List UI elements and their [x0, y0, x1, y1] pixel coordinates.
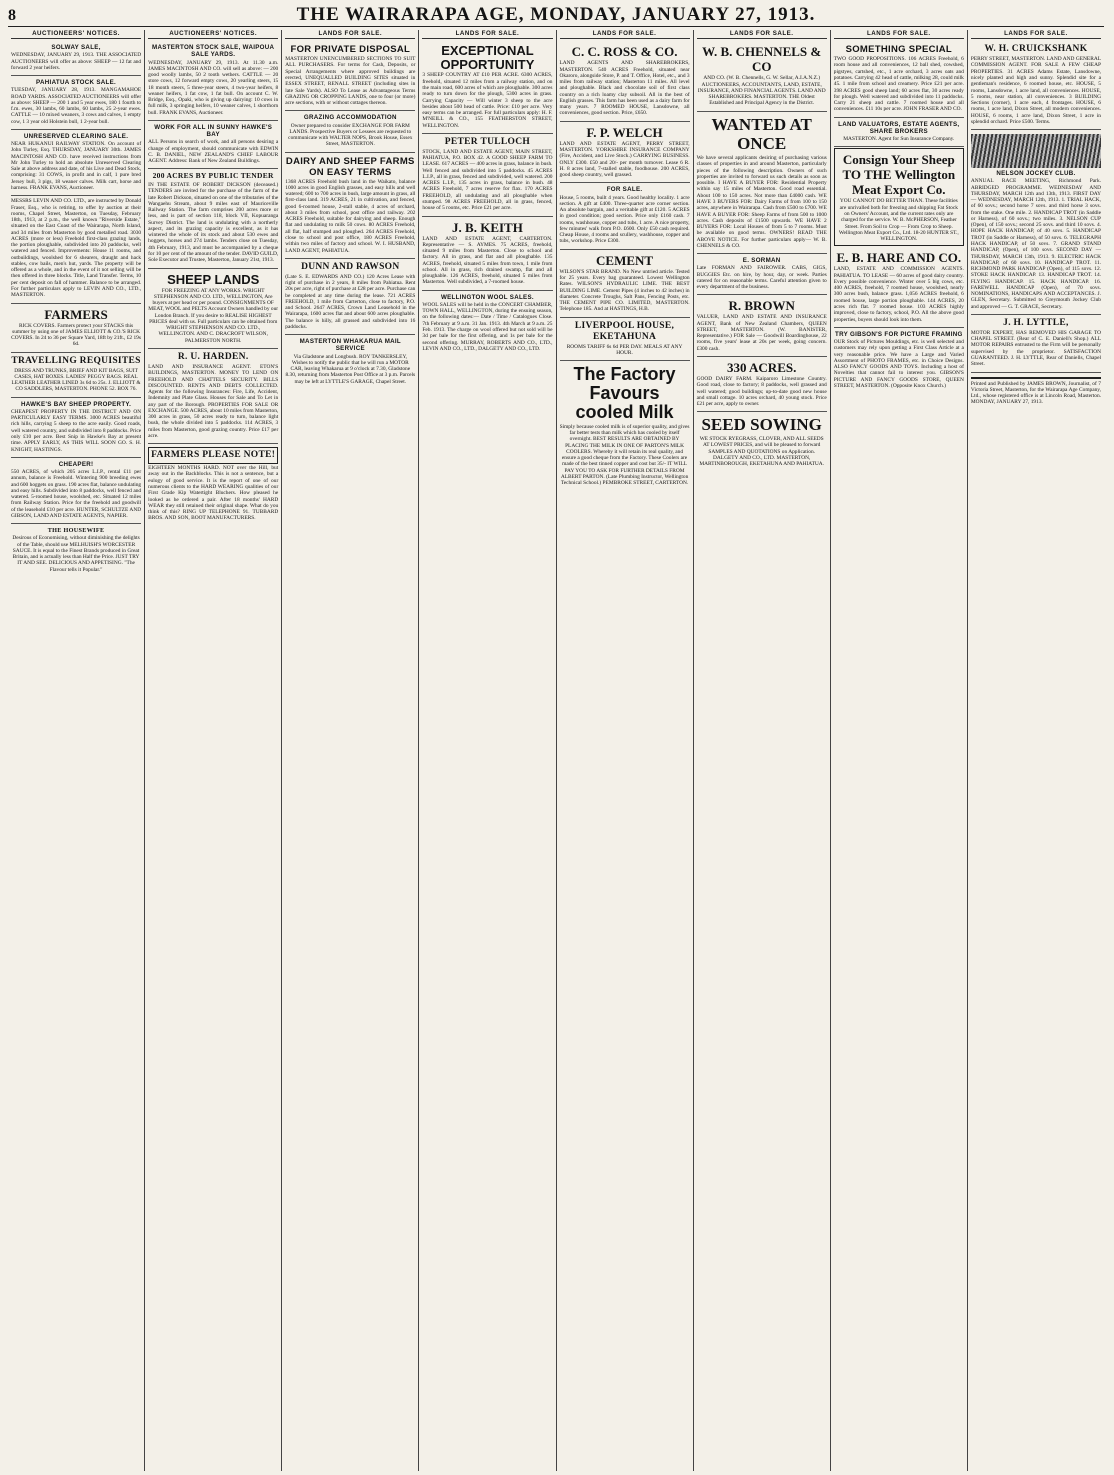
ad-dickson-tender	[148, 169, 278, 268]
ad-title: NELSON JOCKEY CLUB.	[996, 170, 1076, 178]
column-4	[418, 30, 555, 1471]
ad-title: R. BROWN	[728, 298, 795, 314]
ad-body: DRESS AND TRUNKS, BRIEF AND KIT BAGS, SUIT CASES, HAT BOXES. LADIES' PEGGY BAGS. REAL LEATHER LEATHER LINED 3s 6d to 25s. J. ELLIOTT & CO SADDLERS, MASTERTON. PHONE 52. BOX 76.	[11, 367, 141, 393]
ad-grazing-accommodation	[285, 111, 415, 152]
ad-body: Owner prepared to consider EXCHANGE FOR FARM LANDS. Prospective Buyers or Lessees are requested to communicate with WALTER NOPS, Brook House, Essex Street, MASTERTON.	[288, 122, 413, 148]
ad-title: LIVERPOOL HOUSE, EKETAHUNA	[574, 320, 675, 342]
ad-farmers-please-note	[148, 444, 278, 525]
ad-title: 200 ACRES BY PUBLIC TENDER	[152, 171, 274, 181]
ad-body: MASTERTON UNENCUMBERED SECTIONS TO SUIT ALL PURCHASERS. For terms for Cash, Deposits, or Special Arrangements where approved buildings are erected, UNEQUALLED BUILDING SITES situated in ESSEX STREET, RENALL STREET (including sites in late Sale Yards). ALSO To Lease as Advantageous Terms GRAZING OR CROPPING LANDS, one to four (or more) acre sections, with or without cottages thereon.	[285, 56, 416, 107]
ad-body: ANNUAL RACE MEETING, Richmond Park. ABRIDGED PROGRAMME. WEDNESDAY AND THURSDAY, MARCH 12th and 13th, 1913. FIRST DAY — WEDNESDAY, MARCH 12th, 1913. 1. TRIAL HACK, of 60 sovs.; second horse 7 sovs. and third horse 3 sovs. from the stake. One mile. 2. HANDICAP TROT (in Saddle or Harness), of 60 sovs.; two miles. 3. NELSON CUP (Open), of 150 sovs.; second 25 sovs. and third 10 sovs. 4. HOPE HACK HANDICAP, of 40 sovs. 5. HANDICAP TROT (in Saddle or Harness), of 50 sovs. 6. TELEGRAPH HACK HANDICAP, of 50 sovs. 7. GRAND STAND HANDICAP, (Open), of 100 sovs. SECOND DAY — THURSDAY, MARCH 13th, 1913. 9. ELECTRIC HACK HANDICAP, of 60 sovs. 10. HANDICAP TROT. 11. RICHMOND PARK HANDICAP (Open), of 115 sovs. 12. STOKE HACK HANDICAP. 13. HANDICAP TROT. 14. FLYING HANDICAP. 15. HACK HANDICAP. 16. FAREWELL HANDICAP (Open), of 70 sovs. NOMINATIONS, HANDICAPS AND ACCEPTANCES. J. GLEN, Secretary. Submitted to Greymouth Jockey Club and approved — G. T. GRACE, Secretary.	[970, 178, 1101, 310]
ad-private-disposal	[285, 41, 415, 111]
ad-title: SOLWAY SALE,	[51, 44, 101, 52]
column-5	[556, 30, 693, 1471]
ad-body: 3 SHEEP COUNTRY AT £10 PER ACRE. 6300 ACRES, freehold, situated 12 miles from a railway station, and on the main road, 600 acres of which are ploughable. 300 acres ready to turn down for the plough, 5300 acres in grass. Carrying Capacity — Will winter 3 sheep to the acre besides about 500 head of cattle. Price: £10 per acre. Very easy terms can be arranged. For full particulars apply: H. F. M'NEILL & CO., 155 FEATHERSTON STREET, WELLINGTON.	[422, 72, 553, 129]
ad-body: TUESDAY, JANUARY 28, 1913. MANGAMAHOE ROAD YARDS. ASSOCIATED AUCTIONEERS will offer as above: SHEEP — 200 1 and 5 year ewes, 180 1 fourth to f.m. ewes, 30 lambs, 60 lambs, 60 lambs, 25 2-year ewes. CATTLE — 10 mixed weaners, 3 cows and calves, 1 empty cow, 1 3 year old Holstein bull, 1 2-year bull.	[11, 87, 142, 125]
ad-e-sorman	[697, 254, 827, 295]
ad-title: F. P. WELCH	[586, 124, 663, 140]
ad-title: FARMERS PLEASE NOTE!	[148, 447, 278, 464]
ad-title: PETER TULLOCH	[444, 136, 531, 147]
ad-solway-sale	[11, 41, 141, 76]
ad-body: Via Gladstone and Longbush. ROY TANKERSLEY, Wishes to notify the public that he will run a MOTOR CAR, leaving Whakarua at 9 o'clock at 7.30, Gladstone 8.30, returning from Masterton Post Office at 3 p.m. Parcels may be left at LYTTLE'S GARAGE, Chapel Street.	[285, 353, 416, 385]
ad-title: FARMERS	[44, 306, 108, 322]
ad-title: GRAZING ACCOMMODATION	[303, 114, 397, 122]
ad-dairy-sheep-farms	[285, 153, 415, 259]
ad-title: C. C. ROSS & CO.	[571, 44, 678, 60]
ad-title: E. SORMAN	[742, 257, 781, 265]
ad-title: FOR SALE.	[606, 186, 643, 194]
ad-land-valuators	[834, 118, 964, 148]
column-heading: LANDS FOR SALE.	[285, 30, 415, 39]
ad-body: 550 ACRES, of which 205 acres L.I.P., rental £11 per annum, balance is Freehold. Wintering 900 breeding ewes and 600 hoggets on grass. 190 acres flat, balance undulating and easy hills. Subdivided into 8 paddocks, well fenced and watered. 5-roomed house, woolshed, etc. Situated 12 miles from Railway Station. Price for the freehold and goodwill of the leasehold £10 per acre. HUNTER, SCHULTZE AND GIBSON, LAND AND ESTATE AGENTS, NAPIER.	[11, 468, 142, 519]
ad-parton-milk-coolers	[560, 361, 690, 490]
ad-title: J. H. LYTTLE,	[1003, 317, 1069, 328]
ad-body: LAND AND ESTATE AGENT, CARTERTON. Representative — S. AYMES. 75 ACRES, freehold, situated 9 miles from Masterton. Close to school and factory. All in grass, and flat and all ploughable. 135 ACRES, freehold, situated 5 miles from town, 1 mile from school. All in grass, rich drained swamp, flat and all ploughable. 126 ACRES, freehold, situated 5 miles from Masterton. Well subdivided, a 7-roomed house.	[422, 235, 553, 286]
ad-body: AND CO. (W. B. Chennells, G. W. Sellar, A.I.A.N.Z.) AUCTIONEERS, ACCOUNTANTS, LAND, ESTATE, INSURANCE, AND FINANCIAL AGENTS. LAND AND SHAREBROKERS. MASTERTON. THE Oldest Established and Principal Agency in the District.	[697, 75, 826, 107]
ad-title: W. B. CHENNELS & CO	[702, 44, 822, 75]
column-heading: LANDS FOR SALE.	[697, 30, 827, 39]
ad-body: VALUER, LAND AND ESTATE AND INSURANCE AGENT, Bank of New Zealand Chambers, QUEEN STREET, MASTERTON. (W. BANISTER, Representative.) FOR Sale — Goodwill Boardinghouse, 22 rooms, five years' lease at 20s per week, going concern. £300 cash.	[696, 314, 827, 352]
ad-body: Simply because cooled milk is of superior quality, and gives far better tests than milk which has cooled by itself overnight. BEST RESULTS ARE OBTAINED BY PLACING THE MILK IN ONE OF PARTON'S MILK COOLERS. Whereby it will retain its real quality, and ensure a good cheque from the Factory. These Coolers are made of the best tinned copper and cost but 35/- IT WILL PAY YOU TO ASK FOR FURTHER DETAILS FROM ALBERT PARTON. (Late Plumbing Instructor, Wellington Technical School.) PEMBROKE STREET, CARTERTON.	[559, 423, 690, 487]
ad-body: We have several applicants desiring of purchasing various classes of properties in and around Masterton, particularly pieces of the following description. Owners of such properties are invited to forward us such details as soon as possible. I HAVE A BUYER FOR: Residential Property within say 15 miles of Masterton. Good road essential. About 100 to 150 acres. Not more than £4000 cash. WE HAVE 3 BUYERS FOR: Dairy Farms of from 100 to 150 acres, anywhere in Wairarapa. Cash from £500 to £700. WE HAVE A BUYER FOR: Sheep Farms of from 500 to 1000 acres. Cash deposits of £1500 upwards. WE HAVE 2 BUYERS FOR: Local Houses of from 5 to 7 rooms. Must be available on good terms. OWNERS! READ THE ABOVE NOTICE. For further particulars apply— W. B. CHENNELS & CO.	[696, 155, 827, 249]
ad-body: (Late S. E. EDWARDS AND CO.) 120 Acres Lease with right of purchase in 2 years, 8 miles from Pahiatua. Rent 20s per acre, right of purchase at £28 per acre. Purchase can be completed at any time during the lease. 721 ACRES FREEHOLD, 1 mile from Carterton, close to factory, P.O. and School. 2647 ACRES, Crown Land Leasehold in the Wairarapa, 1600 acres flat and about 600 acres ploughable. The balance is hilly, all grassed and subdivided into 16 paddocks.	[285, 273, 416, 330]
ad-title: LAND VALUATORS, ESTATE AGENTS, SHARE BROKERS	[838, 120, 960, 135]
ad-r-brown	[697, 295, 827, 357]
ad-riverside-estate	[11, 196, 141, 303]
ad-body: STOCK, LAND AND ESTATE AGENT, MAIN STREET, PAHIATUA, P.O. BOX 42. A GOOD SHEEP FARM TO LEASE. 617 ACRES — 400 acres in grass, balance in bush. Well fenced and subdivided into 5 paddocks. 45 ACRES L.I.P., all in grass, fenced and subdivided, well watered. 200 ACRES L.I.P., 135 acres in grass, balance in bush. 48 ACRES Freehold, 7 acres reserve for flax. 170 ACRES FREEHOLD, all undulating and all ploughable when stumped. 98 ACRES FREEHOLD, all in grass, fenced, house of 5 rooms, etc. Price £21 per acre.	[422, 148, 553, 212]
ad-eb-hare	[834, 247, 964, 327]
ad-work-hawkes-bay	[148, 121, 278, 169]
ad-body: IN THE ESTATE OF ROBERT DICKSON (deceased.) TENDERS are invited for the purchase of the farm of the late Robert Dickson, situated on one of the tributaries of the Wangaehu Stream, about 9 miles east of Mauriceville Railway Station. The farm comprises 200 acres more or less, and is part of section 118, block VII, Kopuaranga Survey District. The land is undulating with a northerly aspect, and its grazing capacity is excellent, as it has wintered the whole of its stock and about 530 ewes and hoggets, horses and 274 lambs. Tenders close on Tuesday, 4th February, 1913, and must be accompanied by a cheque for 10 per cent of the amount of the tender. DAVID GUILD, Sole Executor and Trustee, Masterton, January 21st, 1913.	[148, 182, 279, 264]
ad-body: YOU CANNOT DO BETTER THAN. These facilities are unrivalled both for freezing and shipping Fat Stock on Owners' Account, and the current rates only are charged for the service. W. B. McPHERSON, Feather Street. From Soil to Crop — From Crop to Sheep. Wellington Meat Export Co., Ltd. 18-20 HUNTER ST., WELLINGTON.	[838, 198, 959, 243]
ad-body: FOR FREEZING AT ANY WORKS. WRIGHT STEPHENSON AND CO. LTD., WELLINGTON, Are buyers at per head or per pound. CONSIGNMENTS OF MEAT, WOOL and PELTS Account Owners handled by our London Branch. If you desire to REALISE HIGHEST PRICES deal with us. Full particulars can be obtained from WRIGHT STEPHENSON AND CO. LTD., WELLINGTON. AND C. DRACROFT WILSON, PALMERSTON NORTH.	[148, 287, 279, 344]
ad-title: FOR PRIVATE DISPOSAL	[290, 44, 411, 56]
column-7	[830, 30, 967, 1471]
ad-title: MASTERTON STOCK SALE, WAIPOUA SALE YARDS.	[152, 44, 275, 59]
ad-title: TRY GIBSON'S FOR PICTURE FRAMING	[835, 330, 963, 338]
ad-pahiatua-stock-sale	[11, 76, 141, 130]
ad-title: E. B. HARE AND CO.	[836, 250, 962, 266]
ad-wellington-meat-export	[834, 148, 964, 246]
ad-body: MASTERTON. Agent for Sun Insurance Company.	[843, 135, 955, 142]
ad-title: W. H. CRUICKSHANK	[984, 44, 1088, 55]
ad-sheep-lands	[148, 269, 278, 349]
ad-title: WELLINGTON WOOL SALES.	[440, 293, 534, 301]
ad-body: TWO GOOD PROPOSITIONS. 106 ACRES Freehold, 6 room house and all conveniences, 12 ball shed, cowshed, pigstyes, cartshed, etc., 1 acre orchard, 3 acres oats and potatoes. Carrying 42 head of cattle, milking 28, could milk 45. 1 mile from school and creamery. Price £21 per acre. 398 ACRES good sheep land; 60 acres flat, 30 acres ready for plough. Well watered and subdivided into 11 paddocks. Carry 21 sheep and cattle. 7 roomed house and all conveniences. £11 10s per acre. JOHN FRASER AND CO.	[833, 56, 964, 113]
ad-body: House, 5 rooms, built 4 years. Good healthy locality. 1 acre section. A gift at £400. Three-quarter acre corner section. An absolute bargain, and a veritable gift at £120. 5 ACRES in good condition; good section. Price only £160 cash. 7 rooms, washhouse, copper and tubs, 1 acre. A nice property, few minutes' walk from P.O. £600. Only £50 cash required. Cheap House, 4 rooms and scullery, washhouse, copper and tubs, workshop. Price £300.	[559, 194, 690, 245]
column-8	[967, 30, 1104, 1471]
ad-body: LAND AND ESTATE AGENT, PERRY STREET, MASTERTON. YORKSHIRE INSURANCE COMPANY (Fire, Accident, and Live Stock.) CARRYING BUSINESS. ONLY £300. £50 and 20/- per month turnover. Lease 6 R. H. 8 acres land, 7-stalled stable, foodhouse. 200 ACRES, good sheep country, well grassed.	[559, 140, 690, 179]
ad-body: OUR Stock of Pictures Mouldings, etc. is well selected and customers may rely upon getting a First Class Article at a very reasonable price. We have a Large and Varied Assortment of PHOTO FRAMES, etc. in Choice Designs. ALSO FANCY GOODS AND TOYS. Including a host of Novelties that cannot fail to interest you. GIBSON'S PICTURE AND FANCY GOODS STORE, QUEEN STREET, MASTERTON. (Opposite Knox Church.)	[833, 338, 964, 389]
ad-title: WANTED AT ONCE	[711, 114, 812, 154]
ad-title: 330 ACRES.	[727, 360, 797, 376]
ad-fp-welch	[560, 122, 690, 184]
ad-cheaper	[11, 458, 141, 524]
ad-body: MOTOR EXPERT, HAS REMOVED HIS GARAGE TO CHAPEL STREET. (Rear of C. E. Daniell's Shop.) ALL MOTOR REPAIRS entrusted to the Firm will be personally supervised by the proprietor. SATISFACTION GUARANTEED. J. H. LYTTLE, Rear of Daniells, Chapel Street.	[970, 329, 1101, 368]
ad-title: DAIRY AND SHEEP FARMS ON EASY TERMS	[285, 155, 415, 178]
ad-jh-lyttle	[971, 315, 1101, 373]
column-heading: AUCTIONEERS' NOTICES.	[148, 30, 278, 39]
columns	[8, 30, 1104, 1471]
ad-wanted-at-once	[697, 112, 827, 254]
ad-title: CHEAPER!	[58, 460, 94, 468]
ad-title: MASTERTON WHAKARUA MAIL SERVICE	[299, 338, 402, 353]
ad-body: WEDNESDAY, JANUARY 29, 1913. At 11.30 a.m. JAMES MACINTOSH AND CO. will sell as above: — 200 good woolly lambs, 50 2 tooth wethers. CATTLE — 20 store cows, 12 forward empty cows, 20 yearling steers, 15 18 month steers, 5 three-year steers, 4 two-year heifers, 8 weaner heifers, 1 fat cow, 1 fat bull. On account C. W. Bridge, Esq., Opaki, who is giving up dairying: 10 cows in full milk, 3 springing heifers, 10 weaner calves, 1 shorthorn bull. FRANK EVANS, Auctioneer.	[148, 59, 279, 116]
column-heading: LANDS FOR SALE.	[834, 30, 964, 39]
column-1	[8, 30, 144, 1471]
ad-body: LAND AGENTS AND SHAREBROKERS, MASTERTON. 540 ACRES Freehold, situated near Okaroro, alongside Store, P. and T. Office, Hotel, etc., and 3 miles from railway station; Masterton 11 miles. All level and ploughable. Black and chocolate soil of first class country on a rich loamy clay subsoil. All in the best of English grasses. This farm has been used as a dairy farm for many years. 7 ROOMED HOUSE, Lansdowne, all conveniences, good section. Price, £650.	[559, 60, 690, 117]
ad-title: EXCEPTIONAL OPPORTUNITY	[440, 43, 535, 72]
ad-title: J. B. KEITH	[452, 219, 523, 235]
ad-farmers-rick-covers	[11, 304, 141, 353]
ad-body: GOOD DAIRY FARM. Kaiparoro Limestone Country. Good road, close to factory; 8 paddocks, well grassed and well watered; good buildings; up-to-date good new house and small cottage. 10 acres orchard, 40 young stock. Price £21 per acre, apply to owner.	[696, 376, 827, 408]
ad-for-sale	[560, 183, 690, 249]
ad-body: Late FORMAN AND FAIROWER. CABS, GIGS, BUGGIES Etc. on hire, by hour, day, or week. Parties catered for on reasonable terms. Careful attention given to every department of the business.	[696, 265, 827, 291]
ad-wool-sales	[422, 291, 552, 356]
ad-jb-keith	[422, 217, 552, 291]
ad-cement	[560, 250, 690, 318]
ad-title: THE HOUSEWIFE	[47, 527, 105, 535]
ad-body: 1368 ACRES Freehold bush land in the Waikato, balance 1000 acres in good English grasses, and easy hills and well watered; 600 to 700 acres in bush, large amount in grass, all first-class land. 319 ACRES, 21 in cultivation, and fenced, good 6-roomed house, 2-stall stable, 4 acres of orchard, about 3 miles from school, post office and railway. 202 ACRES Freehold, suitable for dairying and sheep. Enough flat and undulating to milk 50 cows. 80 ACRES Freehold, all flat, half stumped and ploughed. 264 ACRES Freehold, close to school and post office, 180 ACRES Freehold, within two miles of factory and school. W. I. HUSBAND, LAND AGENT, PAHIATUA.	[285, 178, 416, 254]
horse-race-illustration	[971, 134, 1101, 168]
ad-title: TRAVELLING REQUISITES	[11, 355, 141, 366]
ad-melhuish-sauce	[11, 524, 141, 577]
ad-exceptional-opportunity	[422, 41, 552, 134]
ad-masterton-stock-sale	[148, 41, 278, 121]
ad-title: SEED SOWING	[701, 415, 822, 435]
ad-gibsons-framing	[834, 328, 964, 393]
page-number: 8	[8, 7, 16, 24]
ad-title: R. U. HARDEN.	[177, 352, 249, 362]
ad-title: PAHIATUA STOCK SALE.	[36, 79, 117, 87]
ad-clearing-sale	[11, 130, 141, 196]
ad-body: Printed and Published by JAMES BROWN, Journalist, of 7 Victoria Street, Masterton, for the Wairarapa Age Company, Ltd., whose registered office is at Lincoln Road, Masterton. MONDAY, JANUARY 27, 1913.	[970, 380, 1101, 406]
ad-title: UNRESERVED CLEARING SALE.	[23, 132, 129, 140]
ad-body: WILSON'S STAR BRAND. No New untried article. Tested for 25 years. Every bag guaranteed. Lowest Wellington Rates. WILSON'S HYDRAULIC LIME. THE BEST BUILDING LIME. Cement Pipes (4 inches to 42 inches) in diameter. Concrete Troughs, Salt Pans, Fencing Posts, etc. THE CEMENT PIPE CO. LIMITED, MASTERTON. Telephone 185. And at HASTINGS, H.B.	[559, 268, 690, 313]
ad-body: Desirous of Economising, without diminishing the delights of the Table, should use MELHUISH'S WORCESTER SAUCE. It is equal to the Finest Brands produced in Great Britain, and is actually less than Half the Price. JUST TRY IT AND SEE. DELICIOUS AND APPETISING. "The Flavour tells it Popular."	[12, 535, 140, 573]
ad-mail-service	[285, 335, 415, 389]
ad-body: WEDNESDAY, JANUARY 29, 1913. THE ASSOCIATED AUCTIONEERS will offer as above: SHEEP — 12 fat and forward 2 year heifers.	[11, 52, 142, 71]
ad-ru-harden	[148, 349, 278, 444]
divider	[971, 377, 1101, 379]
ad-body: WE STOCK RYEGRASS, CLOVER, AND ALL SEEDS AT LOWEST PRICES, and will be pleased to forward SAMPLES AND QUOTATIONS on Application. DALGETY AND CO., LTD. MASTERTON, MARTINBOROUGH, EKETAHUNA AND PAHIATUA.	[699, 436, 825, 468]
column-heading: AUCTIONEERS' NOTICES.	[11, 30, 141, 39]
ad-title: WORK FOR ALL IN SUNNY HAWKE'S BAY	[154, 123, 273, 139]
ad-body: ROOMS TARIFF 6s 6d PER DAY. MEALS AT ANY HOUR.	[566, 343, 683, 356]
ad-nelson-jockey-club	[971, 130, 1101, 315]
masthead	[8, 4, 1104, 27]
ad-travelling-requisites	[11, 353, 141, 398]
ad-title: SOMETHING SPECIAL	[845, 44, 953, 56]
ad-hawkes-bay-sheep	[11, 398, 141, 458]
ad-body: LAND AND INSURANCE AGENT. ETON'S BUILDINGS, MASTERTON. MONEY TO LEND ON FREEHOLD AND CHATTELS SECURITY. BILLS DISCOUNTED. RENTS AND DEBTS COLLECTED. Agents for the following Insurances: Fire, Life, Accident, Indemnity and Plate Glass. Houses for Sale and To Let in any part of the Borough. PROPERTIES FOR SALE OR EXCHANGE. 500 ACRES, about 10 miles from Masterton, 300 acres in grass, 50 acres ready to turn, balance light bush, the whole divided into 5 paddocks. 114 ACRES, 3 miles from Masterton, good grazing country. Price £17 per acre.	[148, 364, 279, 439]
ad-title: SHEEP LANDS	[167, 271, 260, 287]
ad-title: DUNN AND RAWSON	[301, 261, 400, 272]
imprint	[971, 373, 1101, 410]
ad-title: Consign Your Sheep TO THE Wellington Meat Export Co.	[842, 152, 956, 198]
column-3	[281, 30, 418, 1471]
ad-dunn-rawson	[285, 259, 415, 335]
ad-body: ALL Persons in search of work, and all persons desiring a change of employment, should communicate with EDWIN C. B. DANIEL, NEW ZEALAND'S CHIEF LABOUR AGENT. Address: Bank of New Zealand Buildings.	[148, 139, 279, 165]
page-title: THE WAIRARAPA AGE, MONDAY, JANUARY 27, 1913.	[296, 4, 816, 25]
column-heading: LANDS FOR SALE.	[422, 30, 552, 39]
ad-liverpool-house	[560, 318, 690, 362]
column-2	[144, 30, 281, 1471]
ad-body: RICK COVERS. Farmers protect your STACKS this summer by using one of JAMES ELLIOTT & CO.'S RICK COVERS. In 24 to 36 per Square Yard, 18ft by 21ft., £2 19s 6d.	[11, 322, 141, 348]
ad-body: WOOL SALES will be held in the CONCERT CHAMBER, TOWN HALL, WELLINGTON, during the ensuing season, on the following dates:— Date / Time / Catalogues Close. 7th February at 9 a.m. 31 Jan. 1913. 4th March at 9 a.m. 25 Feb. 1913. The charge on wool offered but not sold will be 3d per bale for the first offering, and 1s per bale for the second offering. MURRAY, ROBERTS AND CO., LTD., LEVIN AND CO., LTD., DALGETY AND CO., LTD.	[422, 301, 553, 352]
ad-cc-ross	[560, 41, 690, 121]
ad-body: LAND, ESTATE AND COMMISSION AGENTS. PAHIATUA. TO LEASE — 60 acres of good dairy country. Every possible convenience. Winter over 5 big cows, etc. 400 ACRES, freehold, 7 roomed house, woolshed, nearly 300 acres bush, balance grass. 1,056 ACRES freehold, 6 roomed house, large portion ploughable. 144 ACRES, 20 acres rich flat. 7 roomed house. 103 ACRES highly improved, close to factory, school, P.O. All the above good properties, buyers should look into them.	[833, 266, 964, 323]
column-heading: LANDS FOR SALE.	[971, 30, 1101, 39]
ad-title: CEMENT	[596, 252, 654, 268]
ad-wb-chennells	[697, 41, 827, 111]
ad-330-acres	[697, 357, 827, 412]
ad-body: NEAR HUKANUI RAILWAY STATION. On account of John Turley, Esq. THURSDAY, JANUARY 30th. JAMES MACINTOSH AND CO. have received instructions from Mr John Turley to hold an absolute Unreserved Clearing Sale at above address and date, of his Live and Dead Stock, comprising: 31 COWS, in profit and in calf, 1 pure bred Jersey bull, 3 pigs, 18 weaner calves. Milk cart, horse and harness. FRANK EVANS, Auctioneer.	[11, 141, 142, 191]
ad-body: CHEAPEST PROPERTY IN THE DISTRICT AND ON PARTICULARLY EASY TERMS. 3000 ACRES beautiful rich hills, carrying 5 sheep to the acre easily. Good roads, well watered country, and subdivided into 8 paddocks. Price only £10 per acre. Best Snip in Hawke's Bay at present time. APPLY EARLY, AS THIS WILL SOON GO. S. H. KNIGHT, HASTINGS.	[11, 408, 142, 453]
column-6	[693, 30, 830, 1471]
ad-seed-sowing	[697, 412, 827, 471]
ad-title: HAWKE'S BAY SHEEP PROPERTY.	[20, 400, 132, 408]
ad-cruickshank	[971, 41, 1101, 130]
column-heading: LANDS FOR SALE.	[560, 30, 690, 39]
ad-something-special	[834, 41, 964, 117]
ad-title: The Factory Favours cooled Milk	[573, 364, 676, 422]
ad-body: MESSRS LEVIN AND CO. LTD., are instructed by Donald Fraser, Esq., who is retiring, to offer by auction at their rooms, Chapel Street, Masterton, on Tuesday, February 18th, 1913, at 2 p.m., the well known "Riverside Estate," situated on the East Coast of the Wairarapa, North Island, and 34 miles from Masterton by good metalled road. 3030 ACRES (more or less) Freehold first-class grazing lands, the portion ploughable, subdivided into 20 paddocks, well watered and fenced. Improvements: House 11 rooms, and outbuildings, woolshed for 6 shearers, draught and hack stables, cow bails, men's hut, yards. The property will be offered as a whole, and in the event of it not selling will be then offered in three blocks. Title, Land Transfer. Terms, 10 per cent deposit on fall of hammer. Balance to be arranged. For further particulars apply to LEVIN AND CO., LTD., MASTERTON.	[11, 198, 142, 299]
ad-peter-tulloch	[422, 134, 552, 217]
ad-body: EIGHTEEN MONTHS HARD. NOT over the Hill, but away out in the Backblocks. This is not a sentence, but a eulogy of good service. It is the report of one of our numerous clients to the HARD WEARING qualities of our First Grade Kip Watertight Bluchers. How pleased he looked as he ordered a pair. After 18 months' HARD WEAR they still retained their original shape. What do you think of this? RING UP TELEPHONE 91. TUBBARD BROS. AND SON, BOOT MANUFACTURERS.	[148, 465, 279, 522]
ad-body: PERRY STREET, MASTERTON. LAND AND GENERAL COMMISSION AGENT. FOR SALE A FEW CHEAP PROPERTIES. 31 ACRES Adams Estate, Lansdowne, nicely planted and high and sunny. Splendid site for a gentleman's residence, 6 roomed house, etc. HOUSE, 5 rooms, Lansdowne, 1 acre land, all conveniences. HOUSE, 5 rooms, near station, all conveniences. 3 BUILDING Sections (corner), 1 acre each, 4 frontages. HOUSE, 6 rooms, 1 acre land, Dixon Street, all modern conveniences. HOUSE, 6 rooms, 1 acre land, Dixon Street, 1 acre in splendid orchard. Price £500. Terms.	[970, 56, 1101, 125]
